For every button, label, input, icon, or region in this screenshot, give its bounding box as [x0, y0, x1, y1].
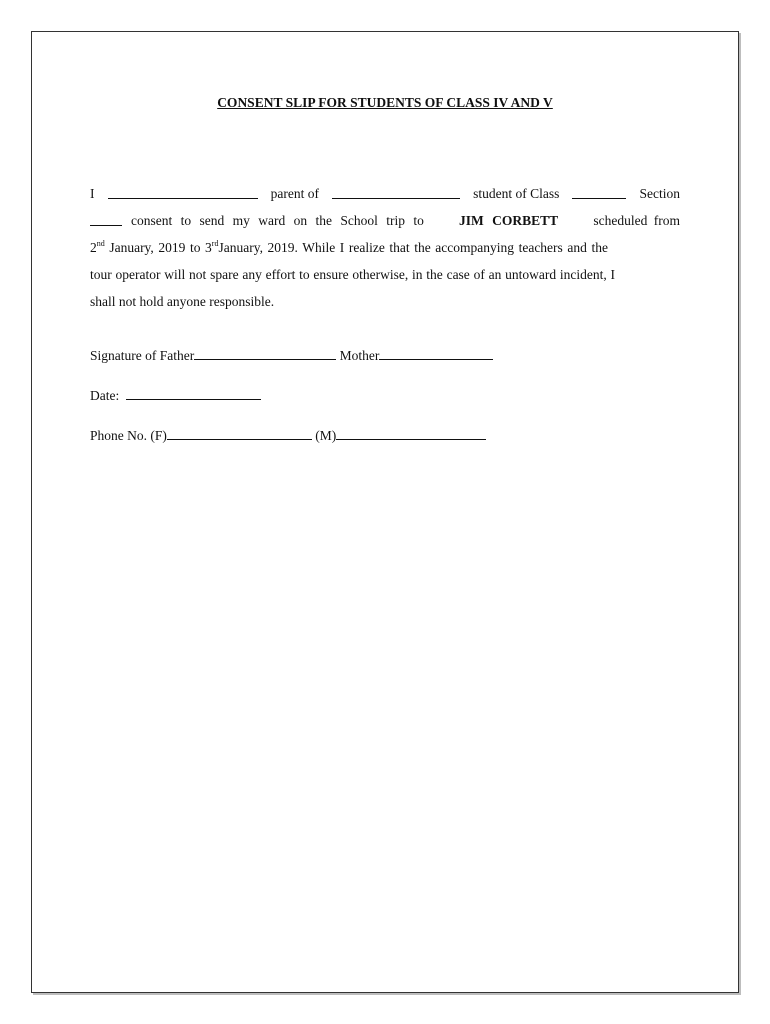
paragraph-line-1 [90, 186, 680, 202]
text-scheduled-from: scheduled from [593, 213, 680, 228]
parent-name-field[interactable] [108, 186, 258, 199]
date-row [90, 387, 261, 404]
text-parent-of: parent of [270, 186, 319, 201]
section-field[interactable] [90, 213, 122, 226]
trip-destination: JIM CORBETT [459, 213, 559, 228]
page-title: CONSENT SLIP FOR STUDENTS OF CLASS IV AND V [217, 95, 553, 110]
text-student-of-class: student of Class [473, 186, 560, 201]
mother-signature-label: Mother [339, 348, 380, 363]
start-day-suffix: nd [96, 238, 105, 248]
mother-phone-label: (M) [315, 428, 337, 443]
start-day: 2 [90, 240, 97, 255]
father-signature-field[interactable] [194, 347, 336, 360]
paragraph-line-3 [90, 240, 680, 256]
paragraph-line-5: shall not hold anyone responsible. [90, 294, 275, 309]
date-field[interactable] [126, 387, 261, 400]
mother-phone-field[interactable] [336, 427, 486, 440]
text-consent: consent to send my ward on the School trip to [131, 213, 424, 228]
paragraph-line-2 [90, 213, 680, 229]
father-phone-field[interactable] [167, 427, 312, 440]
text-date-range: January, 2019 to 3 [104, 240, 212, 255]
paragraph-line-4: tour operator will not spare any effort to ensure otherwise, in the case of an untoward incident, I [90, 267, 616, 282]
phone-row [90, 427, 486, 444]
class-field[interactable] [572, 186, 626, 199]
father-phone-label: Phone No. (F) [90, 428, 167, 443]
father-signature-label: Signature of Father [90, 348, 195, 363]
signature-row [90, 347, 493, 364]
text-section: Section [639, 186, 680, 201]
text-i: I [90, 186, 95, 201]
student-name-field[interactable] [332, 186, 460, 199]
page-frame [31, 31, 739, 993]
date-label: Date: [90, 388, 120, 403]
end-day-suffix: rd [211, 238, 219, 248]
text-line-3-rest: January, 2019. While I realize that the accompanying teachers and the [218, 240, 608, 255]
mother-signature-field[interactable] [379, 347, 493, 360]
